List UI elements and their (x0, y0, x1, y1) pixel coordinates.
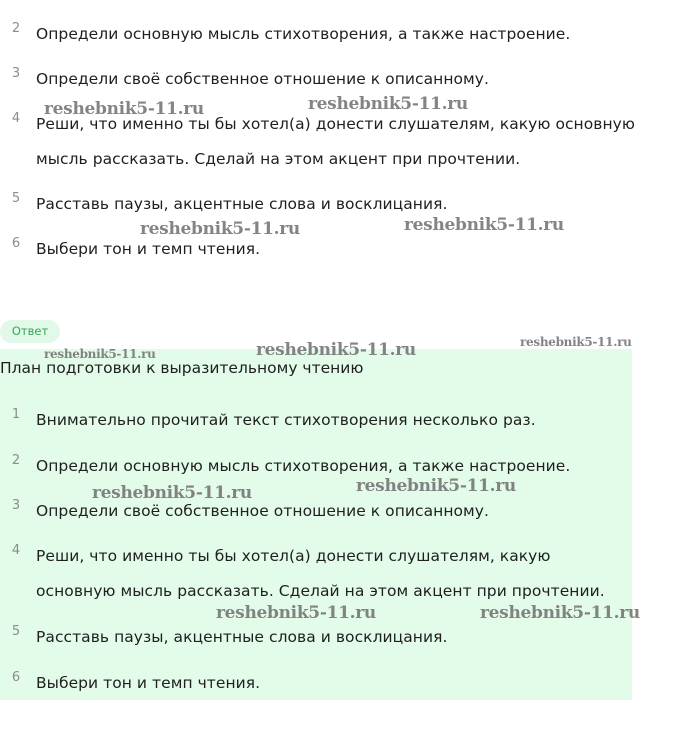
watermark: reshebnik5-11.ru (520, 335, 632, 349)
watermark: reshebnik5-11.ru (404, 215, 564, 235)
list-item-number: 3 (11, 66, 21, 81)
list-item-number: 6 (11, 670, 21, 685)
list-item-number: 4 (11, 543, 21, 558)
watermark: reshebnik5-11.ru (480, 603, 640, 623)
watermark: reshebnik5-11.ru (140, 219, 300, 239)
list-item-number: 4 (11, 111, 21, 126)
list-item-number: 5 (11, 191, 21, 206)
list-item-text: Определи своё собственное отношение к описанному. (36, 502, 489, 520)
list-item-text: Реши, что именно ты бы хотел(а) донести слушателям, какую основную мысль рассказать. Сделай на этом акцент при прочтении. (36, 547, 605, 600)
list-item-text: Расставь паузы, акцентные слова и восклицания. (36, 628, 448, 646)
watermark: reshebnik5-11.ru (92, 483, 252, 503)
watermark: reshebnik5-11.ru (44, 99, 204, 119)
watermark: reshebnik5-11.ru (44, 347, 156, 361)
list-item-text: Определи основную мысль стихотворения, а также настроение. (36, 25, 571, 43)
answer-badge: Ответ (0, 320, 60, 343)
list-item-text: Внимательно прочитай текст стихотворения несколько раз. (36, 411, 536, 429)
watermark: reshebnik5-11.ru (356, 476, 516, 496)
list-item-number: 2 (11, 453, 21, 468)
list-item-text: Определи основную мысль стихотворения, а также настроение. (36, 457, 571, 475)
list-item-number: 5 (11, 624, 21, 639)
list-item-number: 2 (11, 21, 21, 36)
list-item-text: Выбери тон и темп чтения. (36, 674, 261, 692)
list-item-number: 6 (11, 236, 21, 251)
list-item-text: Реши, что именно ты бы хотел(а) донести слушателям, какую основную мысль рассказать. Сделай на этом акцент при прочтении. (36, 115, 635, 168)
list-item-number: 1 (11, 407, 21, 422)
list-item-text: Выбери тон и темп чтения. (36, 240, 261, 258)
answer-title: План подготовки к выразительному чтению (0, 359, 364, 377)
watermark: reshebnik5-11.ru (308, 94, 468, 114)
list-item-number: 3 (11, 498, 21, 513)
watermark: reshebnik5-11.ru (216, 603, 376, 623)
list-item-text: Определи своё собственное отношение к описанному. (36, 70, 489, 88)
list-item-text: Расставь паузы, акцентные слова и восклицания. (36, 195, 448, 213)
watermark: reshebnik5-11.ru (256, 340, 416, 360)
